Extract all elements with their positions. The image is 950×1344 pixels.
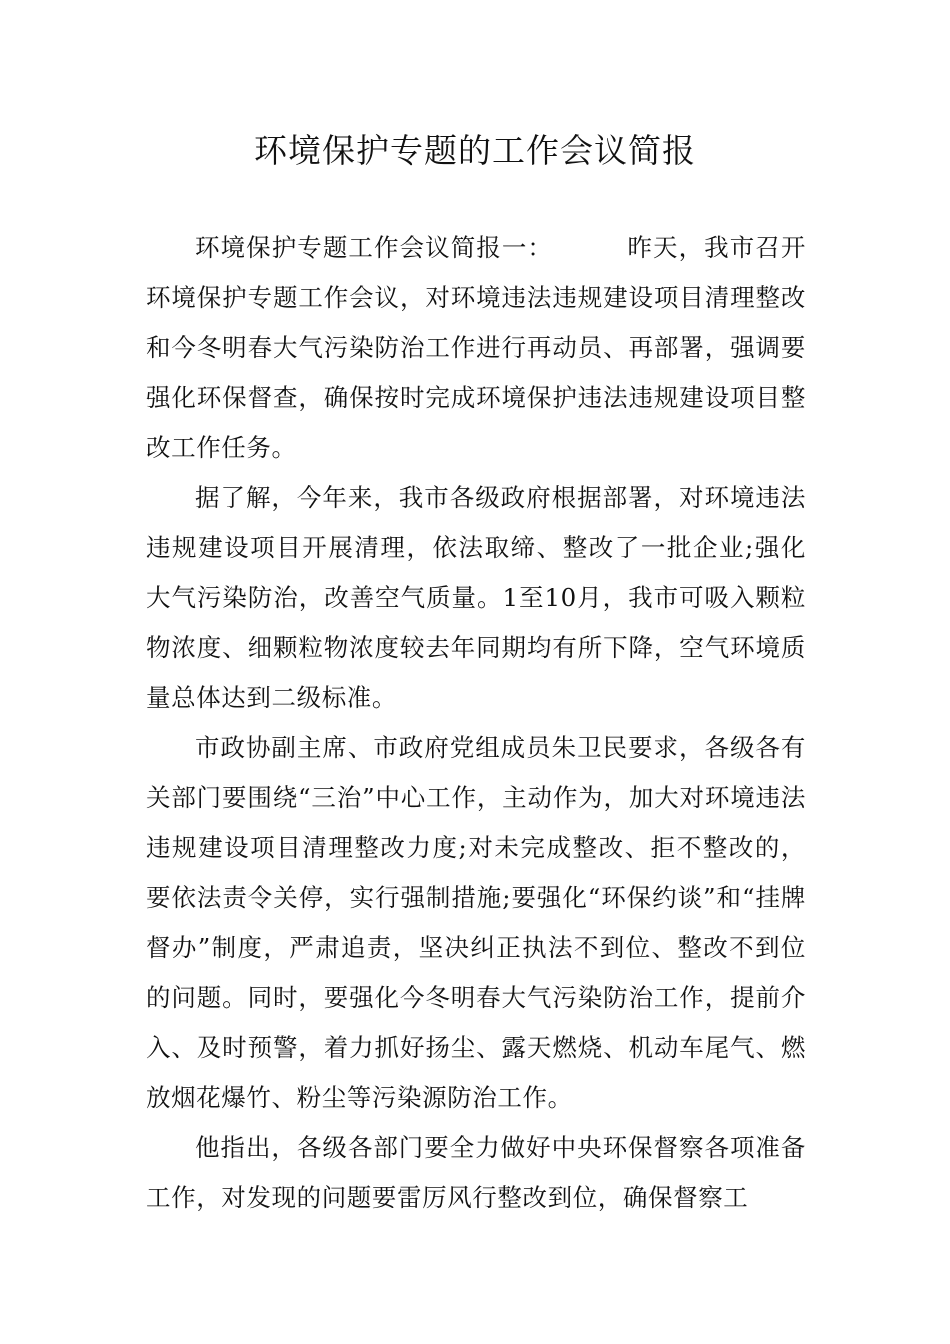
paragraph-text: 昨天，我市召开环境保护专题工作会议，对环境违法违规建设项目清理整改和今冬明春大气污染防治工作进行再动员、再部署，强调要强化环保督查，确保按时完成环境保护违法违规建设项目整改工作任务。 <box>146 233 806 462</box>
paragraph: 他指出，各级各部门要全力做好中央环保督察各项准备工作，对发现的问题要雷厉风行整改到位，确保督察工 <box>146 1133 806 1212</box>
document-body <box>146 223 806 1223</box>
paragraph: 据了解，今年来，我市各级政府根据部署，对环境违法违规建设项目开展清理，依法取缔、整改了一批企业;强化大气污染防治，改善空气质量。1至10月，我市可吸入颗粒物浓度、细颗粒物浓度较去年同期均有所下降，空气环境质量总体达到二级标准。 <box>146 483 806 712</box>
paragraph: 市政协副主席、市政府党组成员朱卫民要求，各级各有关部门要围绕“三治”中心工作，主动作为，加大对环境违法违规建设项目清理整改力度;对未完成整改、拒不整改的，要依法责令关停，实行强制措施;要强化“环保约谈”和“挂牌督办”制度，严肃追责，坚决纠正执法不到位、整改不到位的问题。同时，要强化今冬明春大气污染防治工作，提前介入、及时预警，着力抓好扬尘、露天燃烧、机动车尾气、燃放烟花爆竹、粉尘等污染源防治工作。 <box>146 733 806 1112</box>
paragraph-lead: 环境保护专题工作会议简报一： <box>195 233 553 262</box>
paragraph <box>146 223 806 473</box>
document-title: 环境保护专题的工作会议简报 <box>254 131 696 170</box>
